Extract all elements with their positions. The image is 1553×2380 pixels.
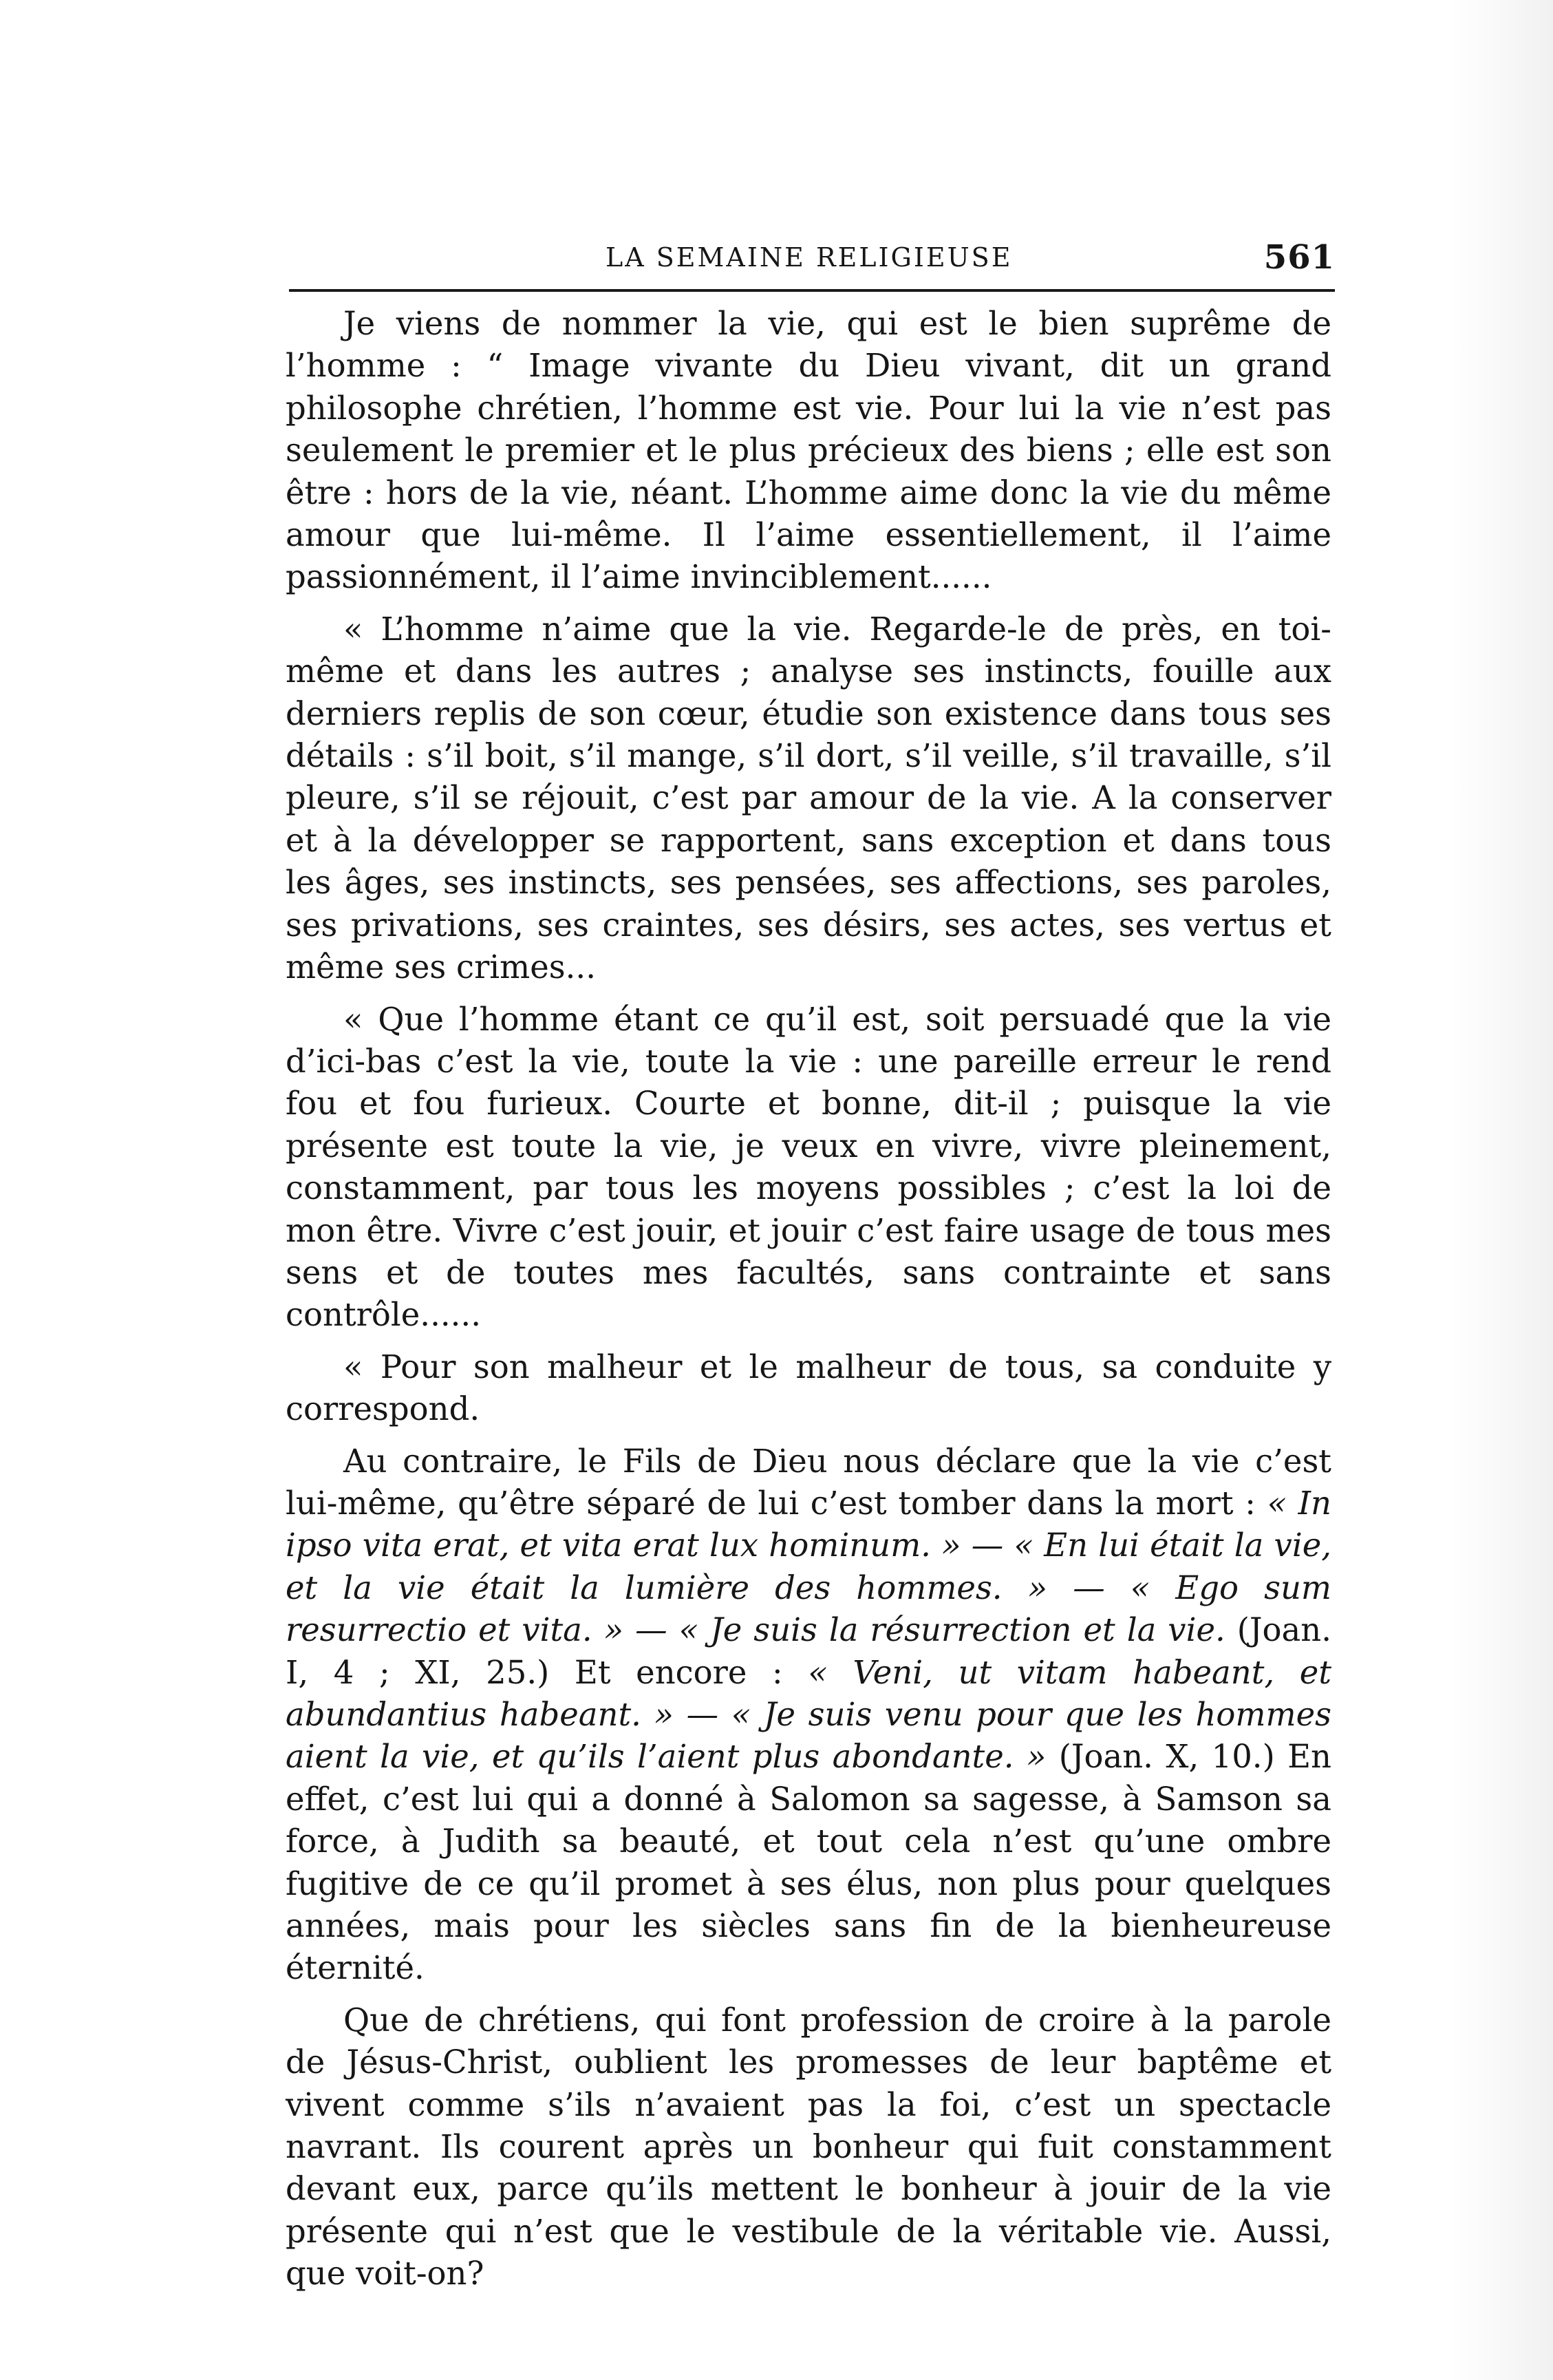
running-head (564, 238, 1335, 284)
paragraph-6: Que de chrétiens, qui font profession de croire à la parole de Jésus-Christ, oublient les promesses de leur baptême et vivent comme s’ils n’avaient pas la foi, c’est un spectacle navrant. Ils courent après un bonheur qui fuit constamment devant eux, parce qu’ils mettent le bonheur à jouir de la vie présente qui n’est que le vestibule de la véritable vie. Aussi, que voit-on? (286, 2001, 1331, 2293)
body-text (286, 303, 1331, 2295)
paragraph-5 (286, 1441, 1331, 1990)
scan-shadow-edge (1450, 0, 1553, 2380)
paragraph-5-text-a: Au contraire, le Fils de Dieu nous déclare que la vie c’est lui-même, qu’être séparé de lui c’est tomber dans la mort : (286, 1442, 1331, 1522)
paragraph-4: « Pour son malheur et le malheur de tous, sa conduite y correspond. (286, 1348, 1331, 1428)
paragraph-5-text-e: (Joan. X, 10.) En effet, c’est lui qui a donné à Salomon sa sagesse, à Samson sa force, à Judith sa beauté, et tout cela n’est qu’une ombre fugitive de ce qu’il promet à ses élus, non plus pour quelques années, mais pour les siècles sans fin de la bienheureuse éternité. (286, 1738, 1331, 1987)
latin-quotation-1: « In ipso vita erat, et vita erat lux hominum. » — « En lui était la vie, et la vie était la lumière des hommes. » — « Ego sum resurrectio et vita. » — « Je suis la résurrection et la vie. (286, 1484, 1331, 1649)
latin-quotation-2: « Veni, ut vitam habeant, et abundantius habeant. » — « Je suis venu pour que les hommes aient la vie, et qu’ils l’aient plus abondante. » (286, 1653, 1331, 1776)
page-number: 561 (1263, 238, 1335, 277)
running-title: LA SEMAINE RELIGIEUSE (606, 242, 1013, 273)
header-rule (289, 289, 1335, 292)
paragraph-3: « Que l’homme étant ce qu’il est, soit persuadé que la vie d’ici-bas c’est la vie, toute la vie : une pareille erreur le rend fou et fou furieux. Courte et bonne, dit-il ; puisque la vie présente est toute la vie, je veux en vivre, vivre pleinement, constamment, par tous les moyens possibles ; c’est la loi de mon être. Vivre c’est jouir, et jouir c’est faire usage de tous mes sens et de toutes mes facultés, sans contrainte et sans contrôle...... (286, 1000, 1331, 1334)
paragraph-2: « L’homme n’aime que la vie. Regarde-le de près, en toi-même et dans les autres ; analyse ses instincts, fouille aux derniers replis de son cœur, étudie son existence dans tous ses détails : s’il boit, s’il mange, s’il dort, s’il veille, s’il travaille, s’il pleure, s’il se réjouit, c’est par amour de la vie. A la conserver et à la développer se rapportent, sans exception et dans tous les âges, ses instincts, ses pensées, ses affections, ses paroles, ses privations, ses craintes, ses désirs, ses actes, ses vertus et même ses crimes... (286, 610, 1331, 986)
paragraph-1: Je viens de nommer la vie, qui est le bien suprême de l’homme : “ Image vivante du Dieu vivant, dit un grand philosophe chrétien, l’homme est vie. Pour lui la vie n’est pas seulement le premier et le plus précieux des biens ; elle est son être : hors de la vie, néant. L’homme aime donc la vie du même amour que lui-même. Il l’aime essentiellement, il l’aime passionnément, il l’aime invinciblement...... (286, 305, 1331, 596)
paragraph-5-text-c: (Joan. I, 4 ; XI, 25.) Et encore : (286, 1611, 1332, 1691)
